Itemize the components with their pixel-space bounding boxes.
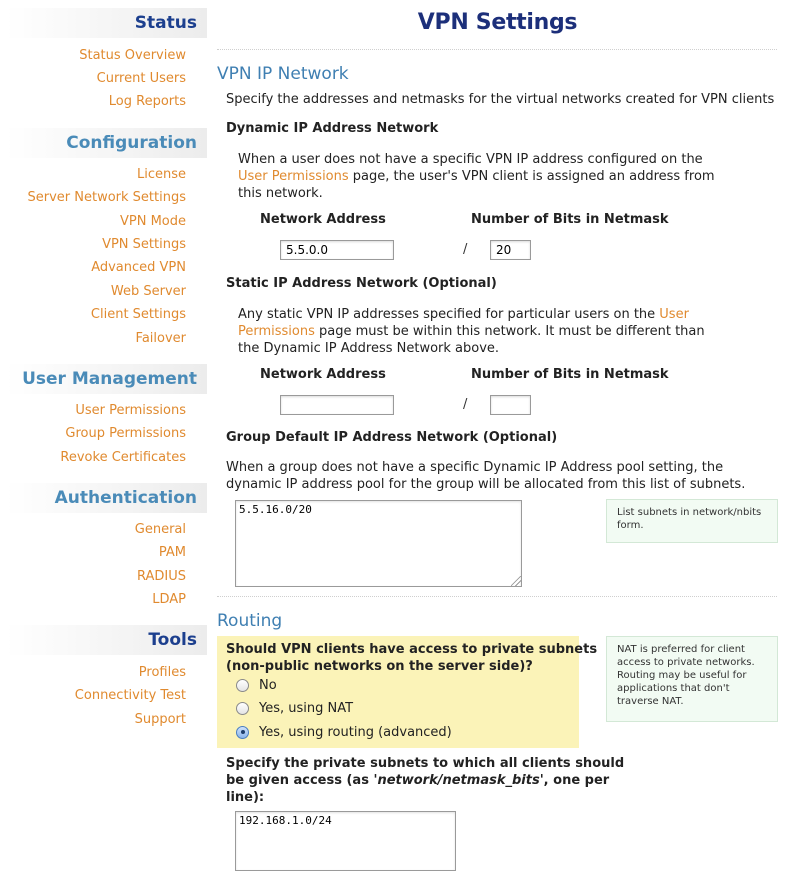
static-network-desc-line1 bbox=[238, 306, 689, 323]
routing-option-no[interactable] bbox=[236, 676, 277, 694]
sidebar-item-advanced-vpn[interactable]: Advanced VPN bbox=[91, 260, 186, 275]
sidebar-item-general[interactable]: General bbox=[134, 522, 186, 537]
sidebar-item-failover[interactable]: Failover bbox=[135, 331, 186, 346]
sidebar-item-server-network-settings[interactable]: Server Network Settings bbox=[27, 190, 186, 205]
sidebar-item-profiles[interactable]: Profiles bbox=[138, 665, 186, 680]
static-network-heading: Static IP Address Network (Optional) bbox=[226, 276, 497, 291]
dynamic-network-desc-line2-text: page, the user's VPN client is assigned an address from bbox=[348, 169, 715, 184]
dynamic-network-address-label: Network Address bbox=[260, 212, 386, 227]
section-heading-routing: Routing bbox=[217, 611, 283, 631]
private-subnets-label-italic: network/netmask_bits bbox=[377, 773, 540, 788]
sidebar-heading-status: Status bbox=[6, 8, 207, 38]
group-default-hint: List subnets in network/nbits form. bbox=[606, 499, 778, 543]
group-default-network-heading: Group Default IP Address Network (Optional) bbox=[226, 430, 558, 445]
group-default-subnets-textarea[interactable] bbox=[235, 500, 522, 587]
sidebar-item-radius[interactable]: RADIUS bbox=[136, 569, 186, 584]
sidebar-item-client-settings[interactable]: Client Settings bbox=[90, 307, 186, 322]
sidebar-item-user-permissions[interactable]: User Permissions bbox=[75, 403, 186, 418]
private-subnets-label-line3: line): bbox=[226, 790, 265, 805]
routing-option-routing[interactable] bbox=[236, 723, 452, 741]
private-subnets-label-line1: Specify the private subnets to which all clients should bbox=[226, 756, 625, 771]
group-default-subnets-wrapper bbox=[235, 500, 522, 587]
static-netmask-bits-input[interactable] bbox=[490, 395, 531, 415]
routing-option-routing-label: Yes, using routing (advanced) bbox=[259, 724, 452, 740]
static-network-address-label: Network Address bbox=[260, 367, 386, 382]
private-subnets-label-pre: be given access (as ' bbox=[226, 773, 378, 788]
sidebar-heading-tools: Tools bbox=[6, 625, 207, 655]
user-permissions-link-part2[interactable]: Permissions bbox=[238, 324, 315, 339]
radio-no-icon[interactable] bbox=[236, 679, 249, 692]
sidebar bbox=[0, 0, 207, 850]
sidebar-heading-user-management: User Management bbox=[6, 364, 207, 394]
sidebar-heading-configuration: Configuration bbox=[6, 128, 207, 158]
static-network-desc-line1-text: Any static VPN IP addresses specified for particular users on the bbox=[238, 307, 660, 322]
static-network-desc-line2-text: page must be within this network. It must be different than bbox=[314, 324, 705, 339]
sidebar-item-license[interactable]: License bbox=[136, 167, 186, 182]
dynamic-network-desc-line2 bbox=[238, 168, 715, 185]
group-default-desc-line1: When a group does not have a specific Dynamic IP Address pool setting, the bbox=[226, 460, 724, 475]
sidebar-item-connectivity-test[interactable]: Connectivity Test bbox=[74, 688, 186, 703]
routing-question-line2: (non-public networks on the server side)? bbox=[226, 659, 533, 674]
vpn-ip-network-intro: Specify the addresses and netmasks for the virtual networks created for VPN clients bbox=[226, 92, 775, 107]
dynamic-netmask-bits-label: Number of Bits in Netmask bbox=[471, 212, 669, 227]
routing-option-nat[interactable] bbox=[236, 699, 353, 717]
sidebar-item-web-server[interactable]: Web Server bbox=[110, 284, 186, 299]
private-subnets-label-post: ', one per bbox=[539, 773, 610, 788]
dynamic-network-heading: Dynamic IP Address Network bbox=[226, 121, 439, 136]
sidebar-item-pam[interactable]: PAM bbox=[158, 545, 186, 560]
divider bbox=[217, 596, 777, 597]
divider bbox=[217, 49, 777, 50]
sidebar-item-support[interactable]: Support bbox=[134, 712, 186, 727]
routing-option-no-label: No bbox=[259, 677, 277, 693]
user-permissions-link-part1[interactable]: User bbox=[659, 307, 689, 322]
static-network-desc-line3: the Dynamic IP Address Network above. bbox=[238, 341, 500, 356]
sidebar-item-status-overview[interactable]: Status Overview bbox=[79, 48, 186, 63]
routing-hint: NAT is preferred for client access to private networks. Routing may be useful for applications that don't traverse NAT. bbox=[606, 636, 778, 722]
sidebar-item-current-users[interactable]: Current Users bbox=[96, 71, 186, 86]
sidebar-item-log-reports[interactable]: Log Reports bbox=[108, 94, 186, 109]
sidebar-heading-authentication: Authentication bbox=[6, 483, 207, 513]
sidebar-item-revoke-certificates[interactable]: Revoke Certificates bbox=[60, 450, 186, 465]
group-default-desc-line2: dynamic IP address pool for the group will be allocated from this list of subnets. bbox=[226, 477, 746, 492]
static-netmask-bits-label: Number of Bits in Netmask bbox=[471, 367, 669, 382]
main-content bbox=[207, 0, 788, 850]
user-permissions-link[interactable]: User Permissions bbox=[238, 169, 349, 184]
dynamic-network-desc-line3: this network. bbox=[238, 186, 323, 201]
static-slash: / bbox=[463, 397, 468, 412]
sidebar-item-vpn-settings[interactable]: VPN Settings bbox=[102, 237, 186, 252]
dynamic-netmask-bits-input[interactable] bbox=[490, 240, 531, 260]
sidebar-item-ldap[interactable]: LDAP bbox=[152, 592, 186, 607]
routing-question-line1: Should VPN clients have access to private subnets bbox=[226, 642, 598, 657]
dynamic-network-address-input[interactable] bbox=[280, 240, 394, 260]
private-subnets-textarea[interactable] bbox=[235, 811, 456, 871]
radio-nat-icon[interactable] bbox=[236, 702, 249, 715]
private-subnets-label-line2 bbox=[226, 772, 609, 789]
sidebar-item-vpn-mode[interactable]: VPN Mode bbox=[119, 214, 186, 229]
static-network-desc-line2 bbox=[238, 323, 705, 340]
sidebar-item-group-permissions[interactable]: Group Permissions bbox=[65, 426, 186, 441]
section-heading-vpn-ip-network: VPN IP Network bbox=[217, 64, 349, 84]
routing-option-nat-label: Yes, using NAT bbox=[259, 700, 354, 716]
dynamic-slash: / bbox=[463, 242, 468, 257]
page-title: VPN Settings bbox=[417, 10, 578, 35]
static-network-address-input[interactable] bbox=[280, 395, 394, 415]
dynamic-network-desc-line1: When a user does not have a specific VPN IP address configured on the bbox=[238, 152, 703, 167]
radio-routing-checked-icon[interactable] bbox=[236, 726, 249, 739]
resize-grip-icon[interactable] bbox=[511, 576, 521, 586]
